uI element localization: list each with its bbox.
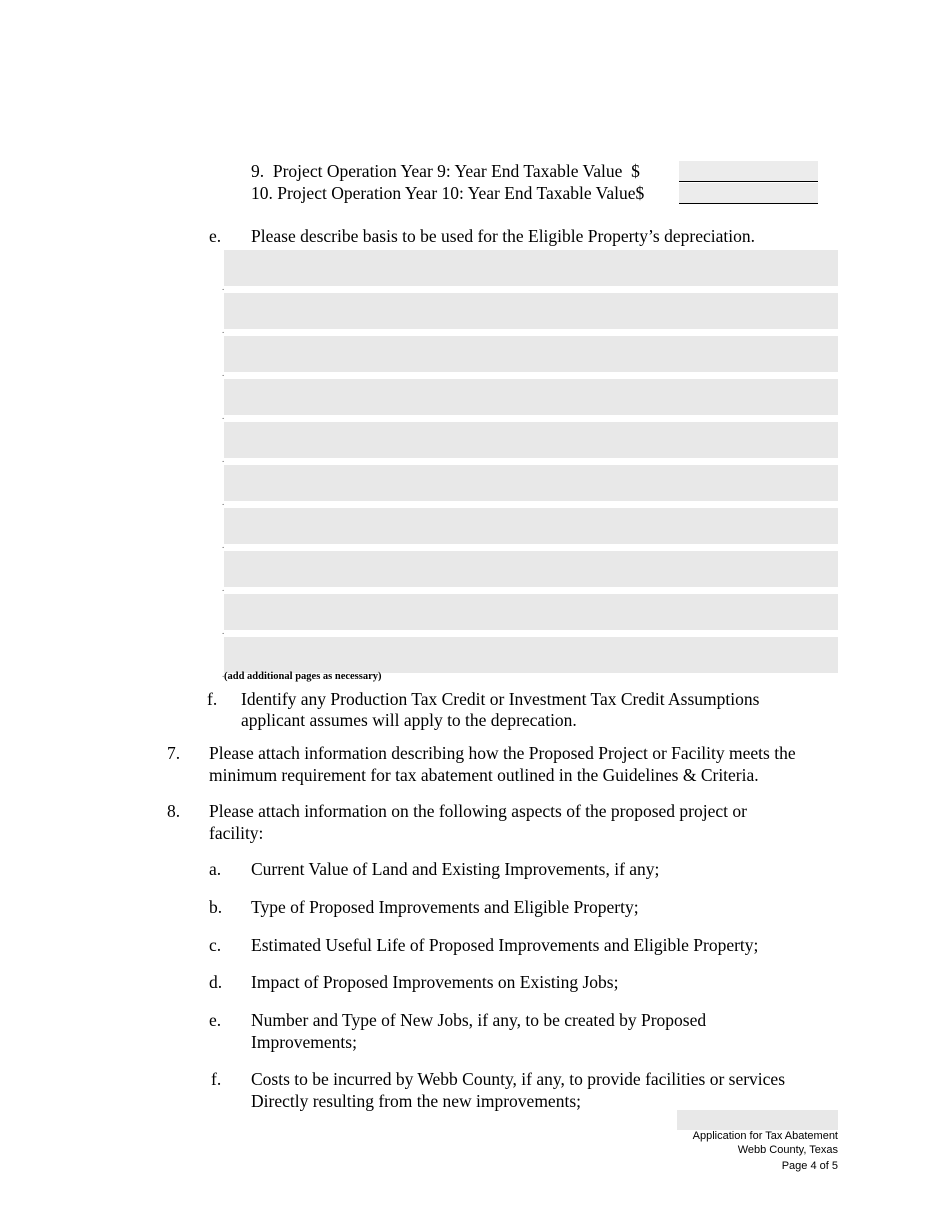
depreciation-field-3[interactable]: [224, 336, 838, 372]
additional-pages-note: (add additional pages as necessary): [224, 671, 382, 682]
item-e-letter: e.: [209, 226, 222, 246]
item-8-line1: Please attach information on the following aspects of the proposed project or: [209, 801, 747, 821]
item-8f-line2: Directly resulting from the new improvements;: [251, 1091, 581, 1111]
item-8e-line1: Number and Type of New Jobs, if any, to be created by Proposed: [251, 1010, 707, 1030]
depreciation-field-8[interactable]: [224, 551, 838, 587]
item-f-letter: f.: [207, 689, 218, 709]
year-9-label: 9. Project Operation Year 9: Year End Taxable Value $: [251, 161, 640, 181]
item-e-text: Please describe basis to be used for the Eligible Property’s depreciation.: [251, 226, 755, 246]
footer-line-2: Webb County, Texas: [737, 1144, 838, 1156]
item-7-number: 7.: [167, 743, 181, 763]
depreciation-field-6[interactable]: [224, 465, 838, 501]
item-8f-line1: Costs to be incurred by Webb County, if any, to provide facilities or services: [251, 1069, 786, 1089]
item-8e-line2: Improvements;: [251, 1032, 357, 1052]
depreciation-field-1[interactable]: [224, 250, 838, 286]
item-8f-letter: f.: [211, 1069, 222, 1089]
footer-field[interactable]: [677, 1110, 838, 1130]
item-8b-letter: b.: [209, 897, 223, 917]
item-f-line2: applicant assumes will apply to the deprecation.: [241, 710, 577, 730]
depreciation-field-7[interactable]: [224, 508, 838, 544]
depreciation-field-4[interactable]: [224, 379, 838, 415]
year-10-label: 10. Project Operation Year 10: Year End Taxable Value$: [251, 183, 645, 203]
item-8e-letter: e.: [209, 1010, 222, 1030]
depreciation-field-10[interactable]: [224, 637, 838, 673]
item-7-line1: Please attach information describing how the Proposed Project or Facility meets the: [209, 743, 796, 763]
item-8d-letter: d.: [209, 972, 223, 992]
footer-line-1: Application for Tax Abatement: [692, 1130, 838, 1142]
depreciation-field-5[interactable]: [224, 422, 838, 458]
year-9-value-field[interactable]: [679, 161, 818, 182]
footer-page-number: Page 4 of 5: [781, 1160, 838, 1172]
item-8a-letter: a.: [209, 859, 222, 879]
item-8d-text: Impact of Proposed Improvements on Existing Jobs;: [251, 972, 619, 992]
item-8b-text: Type of Proposed Improvements and Eligible Property;: [251, 897, 639, 917]
item-8c-text: Estimated Useful Life of Proposed Improvements and Eligible Property;: [251, 935, 759, 955]
item-8c-letter: c.: [209, 935, 222, 955]
item-f-line1: Identify any Production Tax Credit or Investment Tax Credit Assumptions: [241, 689, 760, 709]
item-8a-text: Current Value of Land and Existing Improvements, if any;: [251, 859, 660, 879]
item-8-line2: facility:: [209, 823, 264, 843]
year-10-value-field[interactable]: [679, 183, 818, 204]
depreciation-field-9[interactable]: [224, 594, 838, 630]
depreciation-field-2[interactable]: [224, 293, 838, 329]
item-7-line2: minimum requirement for tax abatement outlined in the Guidelines & Criteria.: [209, 765, 759, 785]
item-8-number: 8.: [167, 801, 181, 821]
